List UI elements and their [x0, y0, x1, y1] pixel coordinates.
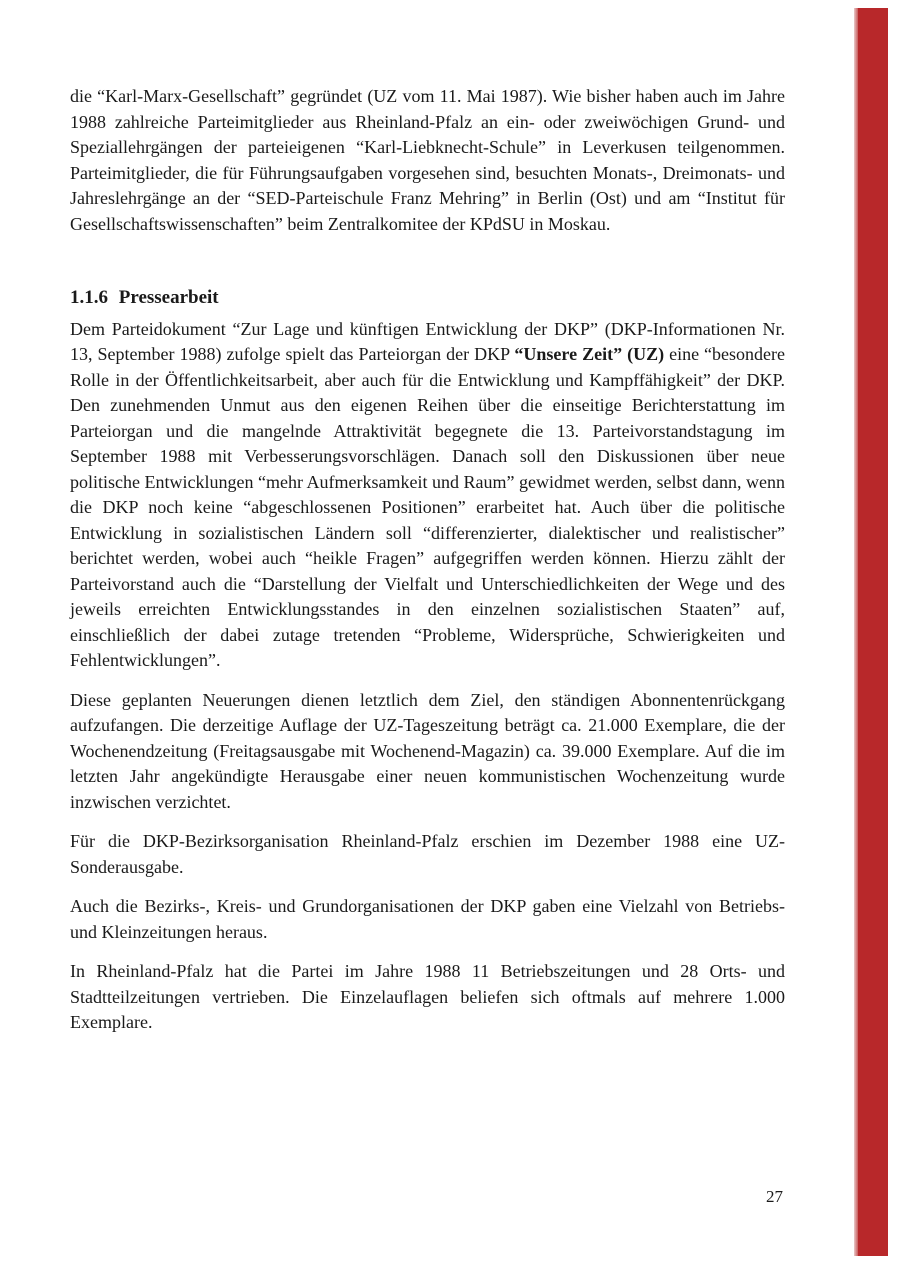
section-heading — [70, 285, 785, 311]
newspaper-name: “Unsere Zeit” (UZ) — [514, 344, 665, 364]
press-text-part1: Dem Parteidokument “Zur Lage und künftigen Entwicklung der DKP” (DKP-Informationen Nr. 13, September 1988) zufolge spielt das Parteiorgan der DKP — [70, 318, 785, 364]
section-title: Pressearbeit — [118, 287, 219, 308]
paragraph-local-papers: Auch die Bezirks-, Kreis- und Grundorganisationen der DKP gaben eine Vielzahl von Betriebs- und Kleinzeitungen heraus. — [70, 896, 785, 942]
paragraph-special-edition: Für die DKP-Bezirksorganisation Rheinland-Pfalz erschien im Dezember 1988 eine UZ-Sonderausgabe. — [70, 831, 785, 877]
paragraph-rheinland-pfalz: In Rheinland-Pfalz hat die Partei im Jahre 1988 11 Betriebszeitungen und 28 Orts- und Stadtteilzeitungen vertrieben. Die Einzelauflagen beliefen sich oftmals auf mehrere 1.000 Exemplare. — [70, 961, 785, 1032]
page-number: 27 — [766, 1187, 783, 1206]
paragraph-party-schools: die “Karl-Marx-Gesellschaft” gegründet (UZ vom 11. Mai 1987). Wie bisher haben auch im Jahre 1988 zahlreiche Parteimitglieder aus Rheinland-Pfalz an ein- oder zweiwöchigen Grund- und Speziallehrgängen der parteieigenen “Karl-Liebknecht-Schule” in Leverkusen teilgenommen. Parteimitglieder, die für Führungsaufgaben vorgesehen sind, besuchten Monats-, Dreimonats- und Jahreslehrgänge an der “SED-Parteischule Franz Mehring” in Berlin (Ost) und am “Institut für Gesellschaftswissenschaften” beim Zentralkomitee der KPdSU in Moskau. — [70, 86, 785, 234]
section-number: 1.1.6 — [70, 287, 108, 308]
red-margin-bar — [858, 8, 888, 1256]
paragraph-innovations: Diese geplanten Neuerungen dienen letztlich dem Ziel, den ständigen Abonnentenrückgang aufzufangen. Die derzeitige Auflage der UZ-Tageszeitung beträgt ca. 21.000 Exemplare, die der Wochenendzeitung (Freitagsausgabe mit Wochenend-Magazin) ca. 39.000 Exemplare. Auf die im letzten Jahr angekündigte Herausgabe einer neuen kommunistischen Wochenzeitung wurde inzwischen verzichtet. — [70, 689, 785, 812]
page-body — [70, 84, 785, 1050]
paragraph-press — [70, 317, 785, 674]
press-text-part2: eine “besondere Rolle in der Öffentlichkeitsarbeit, aber auch für die Entwicklung und Kampffähigkeit” der DKP. Den zunehmenden Unmut aus den eigenen Reihen über die einseitige Berichterstattung im Parteiorgan und die mangelnde Attraktivität begegnete die 13. Parteivorstandstagung im September 1988 mit Verbesserungsvorschlägen. Danach soll den Diskussionen über neue politische Entwicklungen “mehr Aufmerksamkeit und Raum” gewidmet werden, selbst dann, wenn die DKP noch keine “abgeschlossenen Positionen” erarbeitet hat. Auch über die politische Entwicklung in sozialistischen Ländern soll “differenzierter, dialektischer und realistischer” berichtet werden, wobei auch “heikle Fragen” aufgegriffen werden können. Hierzu zählt der Parteivorstand auch die “Darstellung der Vielfalt und Unterschiedlichkeiten der Wege und des jeweils erreichten Entwicklungsstandes in den einzelnen sozialistischen Staaten” auf, einschließlich der dabei zutage tretenden “Probleme, Widersprüche, Schwierigkeiten und Fehlentwicklungen”. — [70, 344, 786, 670]
